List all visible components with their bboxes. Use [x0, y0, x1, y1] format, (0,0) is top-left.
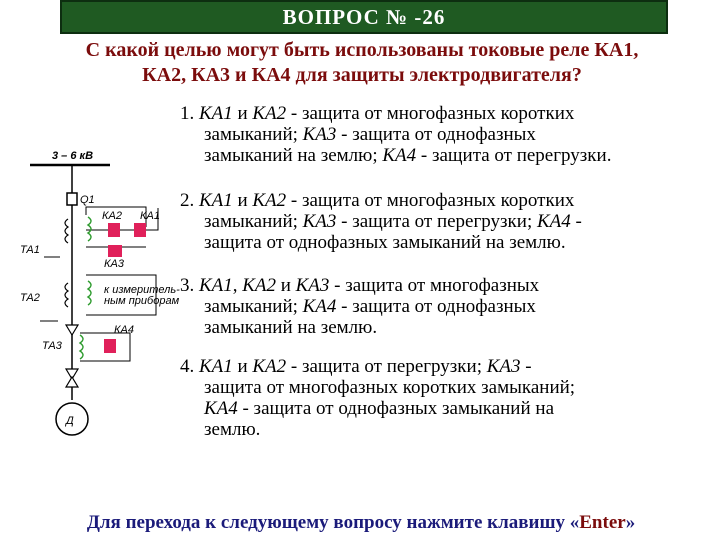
answer-text: защита от однофазных замыканий на землю. — [204, 232, 566, 253]
relay-ref: КА4 — [204, 398, 238, 419]
ka3-label: КА3 — [104, 258, 124, 270]
relay-ref: КА2 — [242, 275, 276, 296]
answer-number: 2. — [180, 190, 195, 211]
relay-ref: КА1 — [199, 356, 233, 377]
ta1-label: ТА1 — [20, 244, 40, 256]
question-line-2: КА2, КА3 и КА4 для защиты электродвигателя? — [142, 64, 582, 86]
answer-text: - защита от перегрузки; — [336, 211, 537, 232]
footer-instruction — [8, 512, 714, 534]
relay-ka3 — [108, 245, 122, 257]
answer-text: - защита от однофазных — [336, 124, 536, 145]
meter-label-line-2: ным приборам — [104, 295, 180, 307]
answer-option-2[interactable] — [180, 190, 716, 253]
answer-number: 4. — [180, 356, 195, 377]
answer-text: - защита от многофазных — [329, 275, 540, 296]
answer-number: 1. — [180, 103, 195, 124]
ta3-secondary-coil — [80, 335, 83, 359]
secondary-coil-1 — [88, 217, 91, 241]
answer-text: и — [275, 275, 296, 296]
ta3-transformer — [66, 325, 78, 335]
answer-text: - — [520, 356, 532, 377]
relay-ref: КА3 — [302, 124, 337, 145]
relay-ref: КА2 — [252, 103, 287, 124]
enter-key-label: Enter — [579, 512, 626, 533]
relay-ref: КА3 — [295, 275, 330, 296]
motor-label: Д — [66, 415, 74, 427]
answer-option-4[interactable] — [180, 356, 716, 440]
answer-text: - защита от многофазных коротких — [286, 103, 575, 124]
ta3-label: ТА3 — [42, 340, 62, 352]
relay-ref: КА4 — [302, 296, 337, 317]
q1-label: Q1 — [80, 194, 95, 206]
breaker-q1 — [67, 193, 77, 205]
voltage-label: 3 – 6 кВ — [52, 150, 94, 162]
question-header — [60, 0, 668, 34]
ka2-label: КА2 — [102, 210, 122, 222]
ta2-coil — [65, 283, 68, 307]
answer-text: замыканий; — [204, 296, 303, 317]
relay-ref: КА3 — [486, 356, 521, 377]
relay-ref: КА4 — [536, 211, 571, 232]
answer-text: и — [232, 190, 253, 211]
relay-ka1 — [134, 223, 146, 237]
answer-text: замыканий на землю. — [204, 317, 378, 338]
answer-text: замыканий; — [204, 211, 303, 232]
ka4-label: КА4 — [114, 324, 134, 336]
question-number-title: ВОПРОС № -26 — [282, 5, 446, 29]
answer-text: и — [232, 103, 253, 124]
relay-ka2 — [108, 223, 120, 237]
ta2-label: ТА2 — [20, 292, 40, 304]
answer-text: и — [232, 356, 253, 377]
question-line-1: С какой целью могут быть использованы токовые реле КА1, — [85, 39, 639, 61]
answer-text: - защита от однофазных замыканий на — [237, 398, 554, 419]
answer-text: землю. — [204, 419, 261, 440]
answer-text: - защита от перегрузки. — [416, 145, 612, 166]
answer-text: - защита от многофазных коротких — [286, 190, 575, 211]
relay-ka4 — [104, 339, 116, 353]
relay-ref: КА4 — [382, 145, 417, 166]
question-text — [14, 38, 710, 88]
relay-ref: КА1 — [199, 103, 233, 124]
relay-ref: КА1 — [199, 190, 233, 211]
answer-text: , — [232, 275, 243, 296]
answer-text: - защита от перегрузки; — [286, 356, 487, 377]
answer-number: 3. — [180, 275, 195, 296]
relay-ref: КА1 — [199, 275, 233, 296]
answer-option-3[interactable] — [180, 275, 716, 338]
cable-termination-2 — [66, 377, 78, 387]
ka1-label: КА1 — [140, 210, 160, 222]
relay-ref: КА2 — [252, 190, 287, 211]
answer-text: - защита от однофазных — [336, 296, 536, 317]
answer-text: замыканий; — [204, 124, 303, 145]
secondary-coil-2 — [88, 281, 91, 305]
answer-text: защита от многофазных коротких замыканий; — [204, 377, 576, 398]
relay-ref: КА3 — [302, 211, 337, 232]
answer-text: замыканий на землю; — [204, 145, 383, 166]
answer-text: - — [570, 211, 582, 232]
answer-option-1[interactable] — [180, 103, 716, 166]
meter-label-line-1: к измеритель- — [104, 284, 180, 296]
footer-close: » — [625, 512, 636, 533]
footer-text: Для перехода к следующему вопросу нажмите клавишу « — [86, 512, 580, 533]
relay-ref: КА2 — [252, 356, 287, 377]
motor-protection-circuit-diagram — [0, 135, 200, 445]
ta1-coil — [65, 219, 68, 243]
